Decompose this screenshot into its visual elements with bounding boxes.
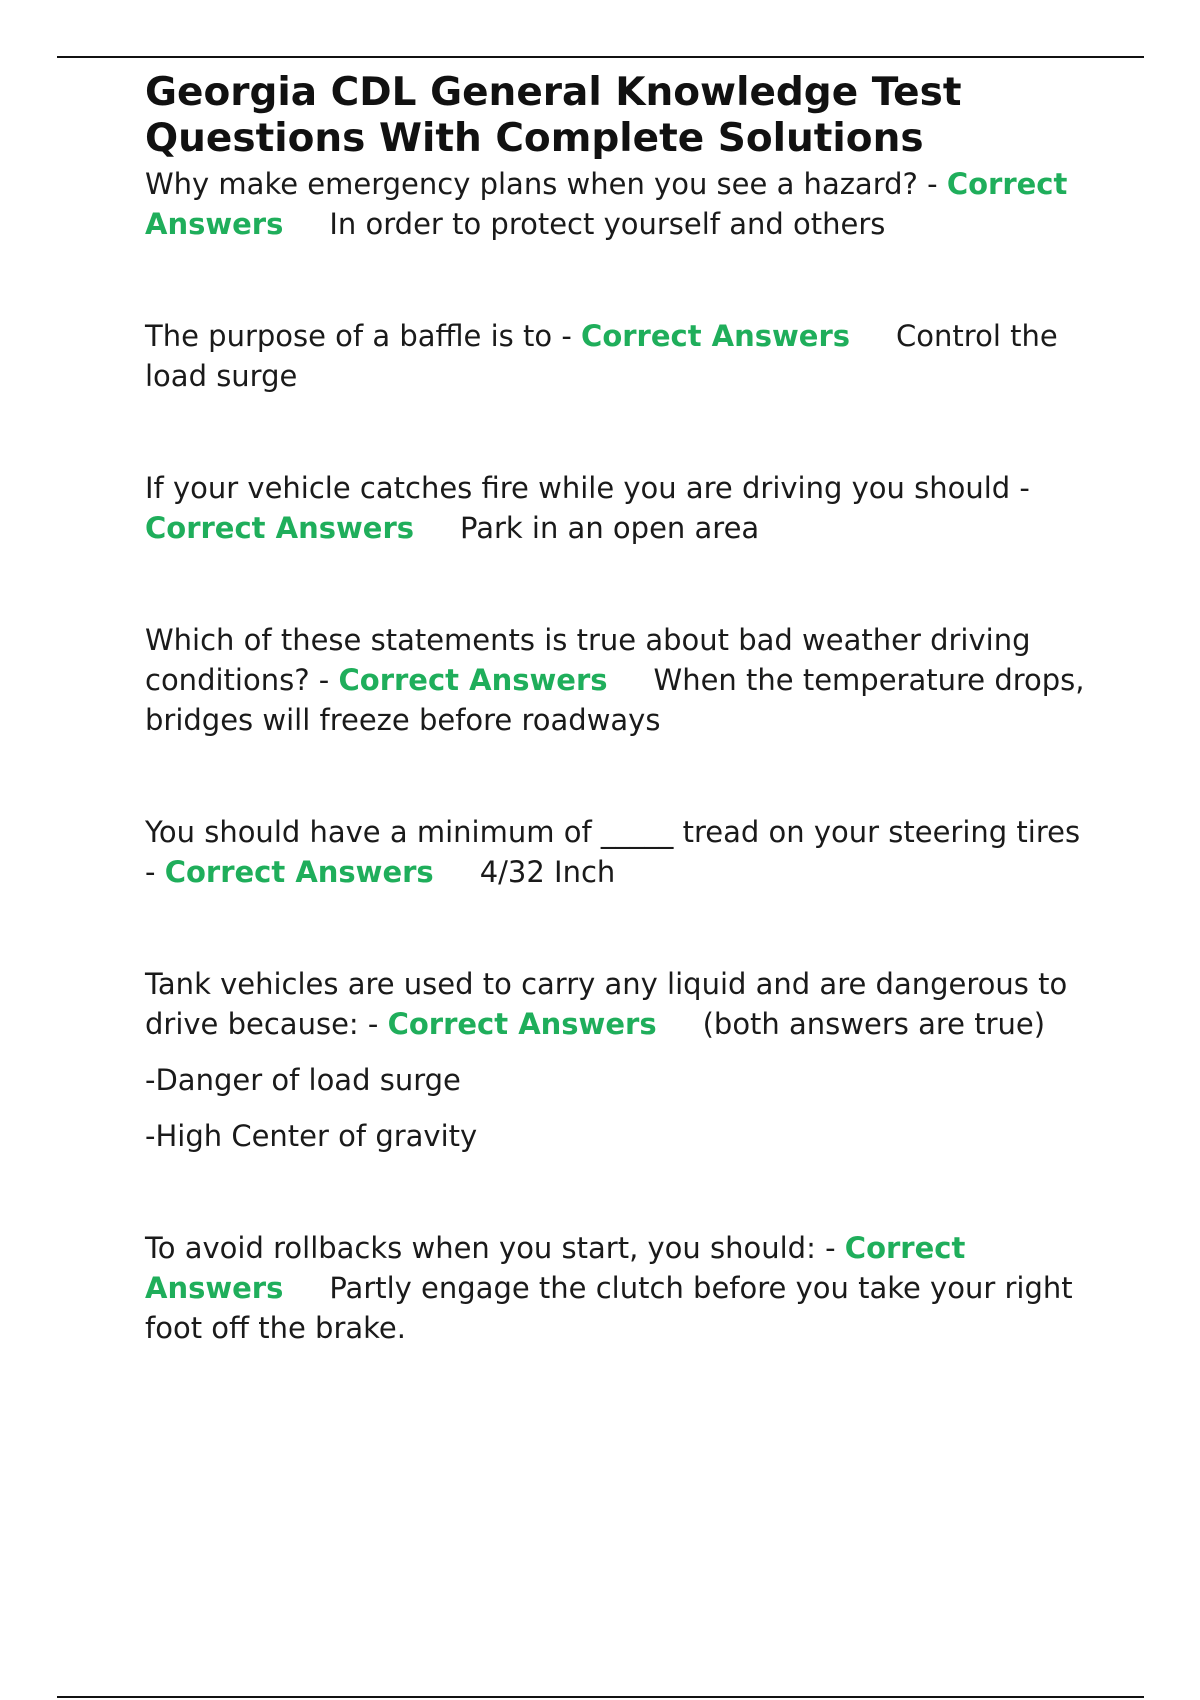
question-text: Tank vehicles are used to carry any liquid and are dangerous to drive because: -: [145, 967, 1068, 1041]
correct-answers-label: Correct Answers: [145, 511, 415, 545]
answer-text: Partly engage the clutch before you take your right foot off the brake.: [145, 1271, 1073, 1345]
correct-answers-label: Correct Answers: [145, 1231, 966, 1305]
question-text: Which of these statements is true about bad weather driving conditions? -: [145, 623, 1031, 697]
correct-answers-label: Correct Answers: [338, 663, 608, 697]
qa-item: [145, 316, 1085, 396]
document-body: [145, 70, 1085, 1420]
correct-answers-label: Correct Answers: [145, 167, 1068, 241]
qa-item: [145, 164, 1085, 244]
question-text: The purpose of a baffle is to -: [145, 319, 572, 353]
answer-sub-point: -Danger of load surge: [145, 1063, 461, 1097]
bottom-rule: [57, 1696, 1144, 1698]
correct-answers-label: Correct Answers: [387, 1007, 657, 1041]
correct-answers-label: Correct Answers: [164, 855, 434, 889]
top-rule: [57, 56, 1144, 58]
answer-text: Park in an open area: [460, 511, 760, 545]
answer-text: 4/32 Inch: [479, 855, 616, 889]
qa-item: [145, 812, 1085, 892]
answer-text: When the temperature drops, bridges will freeze before roadways: [145, 663, 1085, 737]
answer-text: Control the load surge: [145, 319, 1058, 393]
question-text: To avoid rollbacks when you start, you should: -: [145, 1231, 836, 1265]
document-title: Georgia CDL General Knowledge Test Questions With Complete Solutions: [145, 70, 962, 161]
question-text: You should have a minimum of _____ tread on your steering tires -: [145, 815, 1081, 889]
question-text: If your vehicle catches fire while you are driving you should -: [145, 471, 1030, 505]
correct-answers-label: Correct Answers: [581, 319, 851, 353]
qa-item: [145, 468, 1085, 548]
answer-text: In order to protect yourself and others: [329, 207, 886, 241]
qa-item: [145, 964, 1085, 1156]
qa-item: [145, 1228, 1085, 1348]
answer-text: (both answers are true): [702, 1007, 1046, 1041]
answer-sub-point: -High Center of gravity: [145, 1119, 478, 1153]
question-text: Why make emergency plans when you see a hazard? -: [145, 167, 938, 201]
qa-item: [145, 620, 1085, 740]
